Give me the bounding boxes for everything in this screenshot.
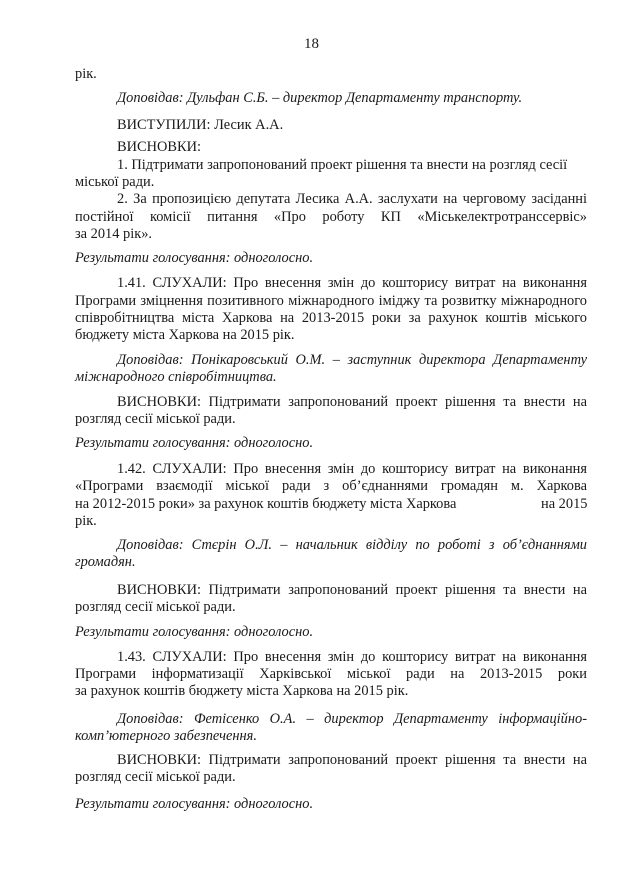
- page-number: 18: [304, 36, 319, 52]
- item-141-speaker-line-1: Доповідав: Понікаровський О.М. – заступник директора Департаменту: [117, 352, 587, 368]
- item-142-vote-result: Результати голосування: одноголосно.: [75, 624, 314, 640]
- item-141-line-1: 1.41. СЛУХАЛИ: Про внесення змін до кошторису витрат на виконання: [117, 275, 587, 291]
- item-142-speaker-line-1: Доповідав: Стєрін О.Л. – начальник відділу по роботі з об’єднаннями: [117, 537, 587, 553]
- continuation-text: рік.: [75, 66, 97, 82]
- conclusion-1-line-1: 1. Підтримати запропонований проект рішення та внести на розгляд сесії: [117, 157, 568, 173]
- conclusions-heading: ВИСНОВКИ:: [117, 139, 201, 155]
- item-142-line-4: рік.: [75, 513, 97, 529]
- item-143-conclusion-line-1: ВИСНОВКИ: Підтримати запропонований проект рішення та внести на: [117, 752, 587, 768]
- item-142-line-2: «Програми взаємодії міської ради з об’єднаннями громадян м. Харкова: [75, 478, 587, 494]
- item-141-line-2: Програми зміцнення позитивного міжнародного іміджу та розвитку міжнародного: [75, 293, 587, 309]
- item-143-line-2: Програми інформатизації Харківської міської ради на 2013-2015 роки: [75, 666, 587, 682]
- item-142-conclusion-line-2: розгляд сесії міської ради.: [75, 599, 236, 615]
- item-143-speaker-line-2: комп’ютерного забезпечення.: [75, 728, 257, 744]
- item-141-speaker-line-2: міжнародного співробітництва.: [75, 369, 277, 385]
- vote-result: Результати голосування: одноголосно.: [75, 250, 314, 266]
- item-143-line-3: за рахунок коштів бюджету міста Харкова на 2015 рік.: [75, 683, 409, 699]
- conclusion-2-line-2: постійної комісії питання «Про роботу КП «Міськелектротранссервіс»: [75, 209, 587, 225]
- item-143-speaker-line-1: Доповідав: Фетісенко О.А. – директор Департаменту інформаційно-: [117, 711, 587, 727]
- item-142-line-3: на 2012-2015 роки» за рахунок коштів бюджету міста Харкова: [75, 496, 457, 512]
- conclusion-2-line-1: 2. За пропозицією депутата Лесика А.А. заслухати на черговому засіданні: [117, 191, 587, 207]
- item-142-speaker-line-2: громадян.: [75, 554, 136, 570]
- speaker-line: Доповідав: Дульфан С.Б. – директор Департаменту транспорту.: [117, 90, 523, 106]
- item-143-vote-result: Результати голосування: одноголосно.: [75, 796, 314, 812]
- item-141-vote-result: Результати голосування: одноголосно.: [75, 435, 314, 451]
- conclusion-1-line-2: міської ради.: [75, 174, 155, 190]
- item-142-conclusion-line-1: ВИСНОВКИ: Підтримати запропонований проект рішення та внести на: [117, 582, 587, 598]
- item-141-conclusion-line-1: ВИСНОВКИ: Підтримати запропонований проект рішення та внести на: [117, 394, 587, 410]
- item-143-conclusion-line-2: розгляд сесії міської ради.: [75, 769, 236, 785]
- item-141-line-4: бюджету міста Харкова на 2015 рік.: [75, 327, 295, 343]
- item-141-line-3: співробітництва міста Харкова на 2013-2015 роки за рахунок коштів міського: [75, 310, 587, 326]
- conclusion-2-line-3: за 2014 рік».: [75, 226, 153, 242]
- item-143-line-1: 1.43. СЛУХАЛИ: Про внесення змін до кошторису витрат на виконання: [117, 649, 587, 665]
- item-141-conclusion-line-2: розгляд сесії міської ради.: [75, 411, 236, 427]
- spoke-line: ВИСТУПИЛИ: Лесик А.А.: [117, 117, 284, 133]
- item-142-line-1: 1.42. СЛУХАЛИ: Про внесення змін до кошторису витрат на виконання: [117, 461, 587, 477]
- item-142-line-3-end: на 2015: [541, 496, 588, 512]
